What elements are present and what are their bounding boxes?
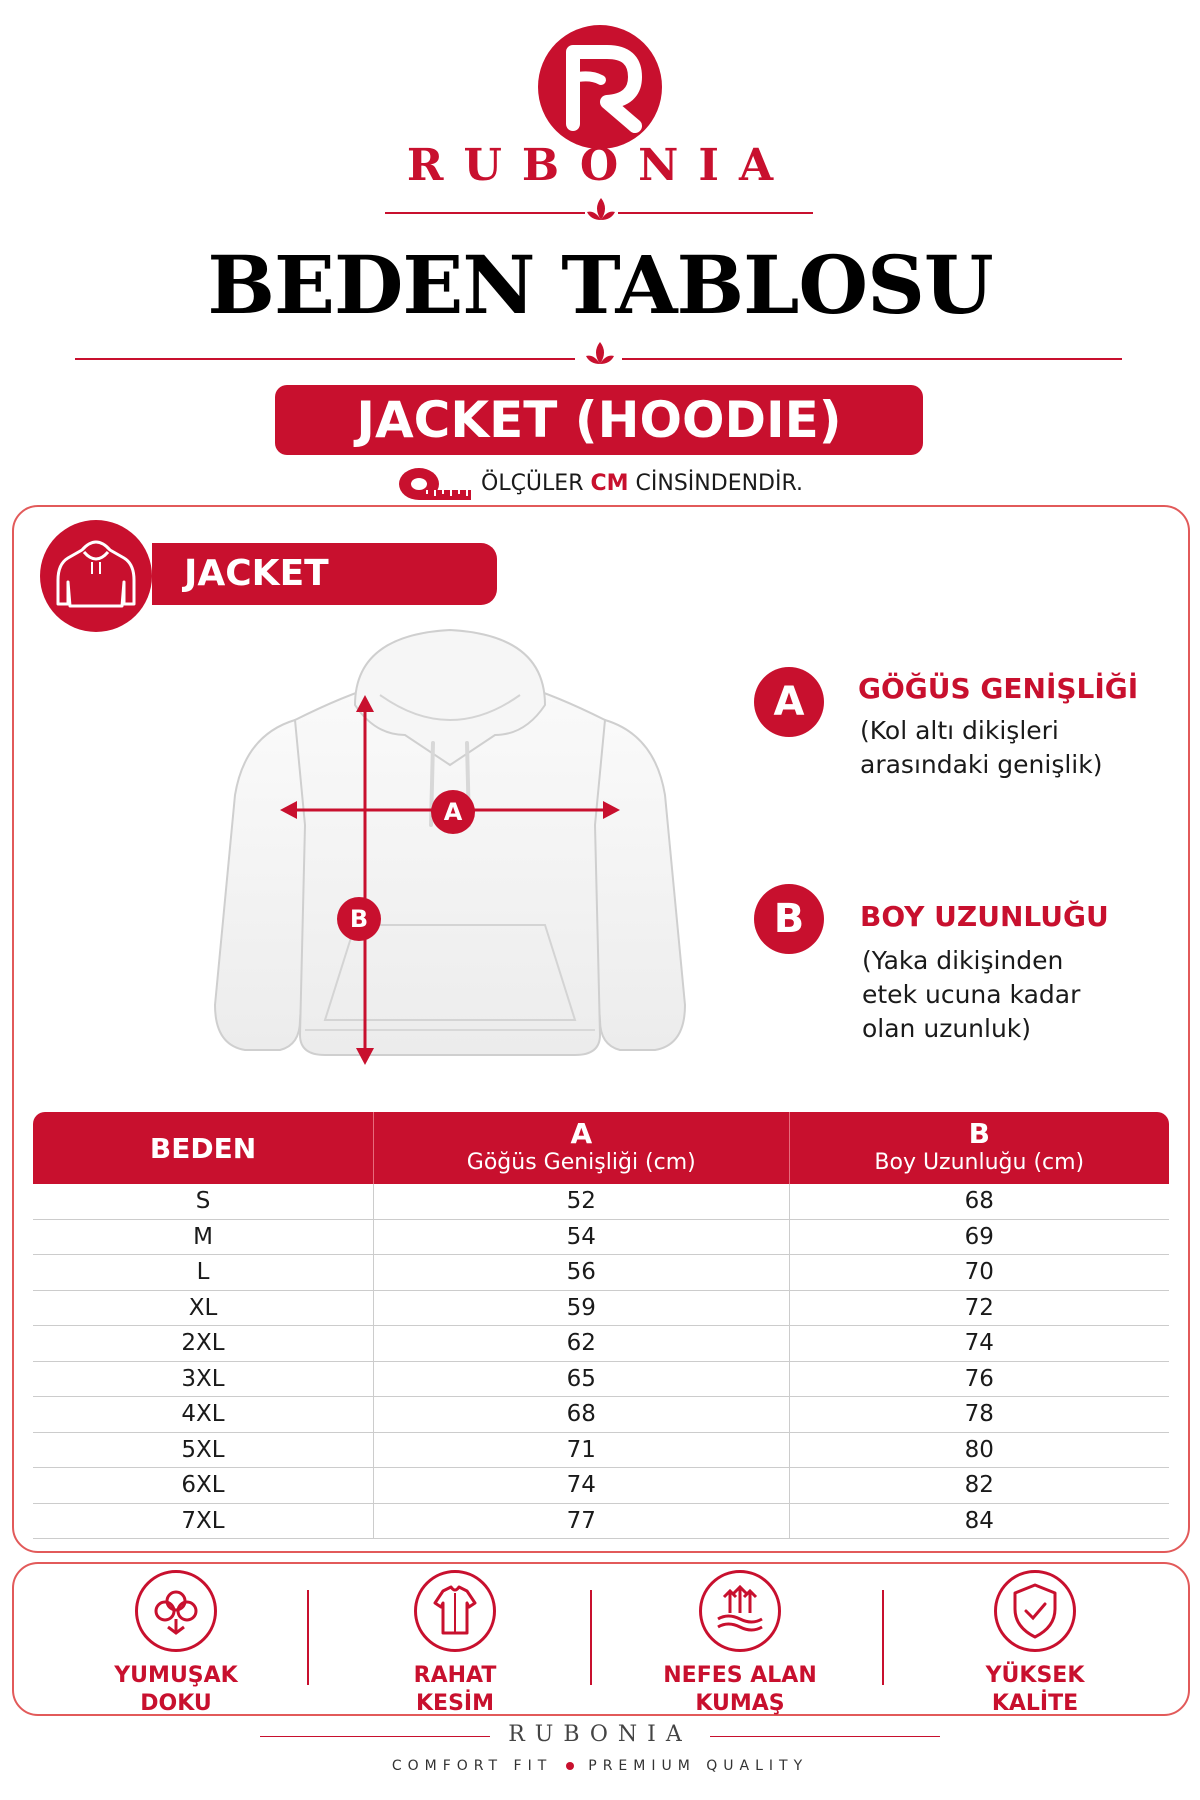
- leaf-ornament-icon: [585, 194, 617, 230]
- hoodie-illustration: [205, 625, 695, 1095]
- size-cell: 4XL: [33, 1397, 374, 1433]
- header-chest-label: Göğüs Genişliği (cm): [466, 1150, 696, 1175]
- length-cell: 80: [789, 1432, 1169, 1468]
- chest-cell: 52: [374, 1184, 790, 1219]
- brand-name: RUBONIA: [406, 140, 794, 191]
- category-badge: [40, 520, 152, 632]
- unit-note-prefix: ÖLÇÜLER: [481, 471, 584, 496]
- feature-breathable: [620, 1570, 860, 1718]
- page-title: BEDEN TABLOSU: [207, 238, 993, 332]
- header-length: [789, 1112, 1169, 1184]
- legend-a-desc-line: arasındaki genişlik): [860, 750, 1103, 779]
- feature-line: KESİM: [416, 1691, 494, 1716]
- feature-line: YUMUŞAK: [114, 1663, 238, 1688]
- length-cell: 78: [789, 1397, 1169, 1433]
- feature-soft-texture: [56, 1570, 296, 1718]
- feature-separator: [590, 1590, 592, 1685]
- legend-b-desc-line: etek ucuna kadar: [862, 980, 1081, 1009]
- legend-b-desc-line: (Yaka dikişinden: [862, 946, 1064, 975]
- unit-note-unit: CM: [590, 471, 629, 496]
- legend-a-title: GÖĞÜS GENİŞLİĞİ: [858, 672, 1139, 705]
- feature-line: NEFES ALAN: [663, 1663, 817, 1688]
- chest-cell: 65: [374, 1361, 790, 1397]
- length-cell: 76: [789, 1361, 1169, 1397]
- legend-b-desc: [862, 944, 1080, 1046]
- footer-dot-icon: [566, 1762, 574, 1770]
- size-cell: 5XL: [33, 1432, 374, 1468]
- size-cell: XL: [33, 1290, 374, 1326]
- product-banner: JACKET (HOODIE): [275, 385, 923, 455]
- category-label: JACKET (HOODIE): [152, 543, 497, 605]
- unit-note: [0, 466, 1200, 502]
- chest-cell: 56: [374, 1255, 790, 1291]
- chest-cell: 54: [374, 1219, 790, 1255]
- legend-a-desc: [860, 714, 1102, 782]
- footer-tagline: [0, 1758, 1200, 1774]
- table-row: [33, 1397, 1169, 1433]
- shirt-icon: [414, 1570, 496, 1652]
- chest-cell: 59: [374, 1290, 790, 1326]
- feature-separator: [307, 1590, 309, 1685]
- length-cell: 74: [789, 1326, 1169, 1362]
- legend-b-circle: B: [754, 884, 824, 954]
- header-chest: [374, 1112, 790, 1184]
- header-length-label: Boy Uzunluğu (cm): [874, 1150, 1085, 1175]
- legend-a-desc-line: (Kol altı dikişleri: [860, 716, 1059, 745]
- measuring-tape-icon: [397, 466, 473, 502]
- rubonia-logo-mark: [535, 22, 665, 152]
- length-cell: 70: [789, 1255, 1169, 1291]
- chest-cell: 77: [374, 1503, 790, 1539]
- table-row: [33, 1361, 1169, 1397]
- length-cell: 84: [789, 1503, 1169, 1539]
- header-chest-letter: A: [570, 1117, 593, 1150]
- table-row: [33, 1184, 1169, 1219]
- feature-line: YÜKSEK: [985, 1663, 1085, 1688]
- feature-comfort-fit: [335, 1570, 575, 1718]
- legend-b-title: BOY UZUNLUĞU: [860, 900, 1109, 933]
- divider-right-2: [622, 358, 1122, 360]
- table-row: [33, 1468, 1169, 1504]
- table-row: [33, 1326, 1169, 1362]
- divider-left-2: [75, 358, 575, 360]
- divider-left: [385, 212, 585, 214]
- legend-b-desc-line: olan uzunluk): [862, 1014, 1032, 1043]
- feature-line: KALİTE: [991, 1691, 1079, 1716]
- breathable-icon: [699, 1570, 781, 1652]
- size-cell: M: [33, 1219, 374, 1255]
- length-cell: 69: [789, 1219, 1169, 1255]
- feature-line: RAHAT: [413, 1663, 497, 1688]
- chest-cell: 62: [374, 1326, 790, 1362]
- length-cell: 82: [789, 1468, 1169, 1504]
- table-row: [33, 1432, 1169, 1468]
- marker-a: A: [431, 790, 475, 834]
- feature-line: DOKU: [140, 1691, 212, 1716]
- size-cell: S: [33, 1184, 374, 1219]
- unit-note-suffix: CİNSİNDENDİR.: [635, 471, 803, 496]
- size-cell: L: [33, 1255, 374, 1291]
- size-table: [33, 1112, 1169, 1539]
- header-size: BEDEN: [33, 1112, 374, 1184]
- size-cell: 6XL: [33, 1468, 374, 1504]
- leaf-ornament-icon: [584, 338, 616, 374]
- footer-tag-left: COMFORT FIT: [391, 1758, 553, 1774]
- chest-cell: 74: [374, 1468, 790, 1504]
- header-length-letter: B: [968, 1117, 990, 1150]
- size-cell: 3XL: [33, 1361, 374, 1397]
- cotton-icon: [135, 1570, 217, 1652]
- marker-b: B: [337, 897, 381, 941]
- footer-tag-right: PREMIUM QUALITY: [588, 1758, 809, 1774]
- shield-check-icon: [994, 1570, 1076, 1652]
- length-cell: 72: [789, 1290, 1169, 1326]
- hoodie-icon: [40, 520, 152, 632]
- size-cell: 7XL: [33, 1503, 374, 1539]
- legend-a-circle: A: [754, 667, 824, 737]
- chest-cell: 71: [374, 1432, 790, 1468]
- table-row: [33, 1290, 1169, 1326]
- footer-brand: RUBONIA: [508, 1722, 692, 1747]
- chest-cell: 68: [374, 1397, 790, 1433]
- table-row: [33, 1503, 1169, 1539]
- table-row: [33, 1255, 1169, 1291]
- table-row: [33, 1219, 1169, 1255]
- length-cell: 68: [789, 1184, 1169, 1219]
- feature-high-quality: [915, 1570, 1155, 1718]
- divider-right: [618, 212, 813, 214]
- size-cell: 2XL: [33, 1326, 374, 1362]
- feature-line: KUMAŞ: [695, 1691, 785, 1716]
- feature-separator: [882, 1590, 884, 1685]
